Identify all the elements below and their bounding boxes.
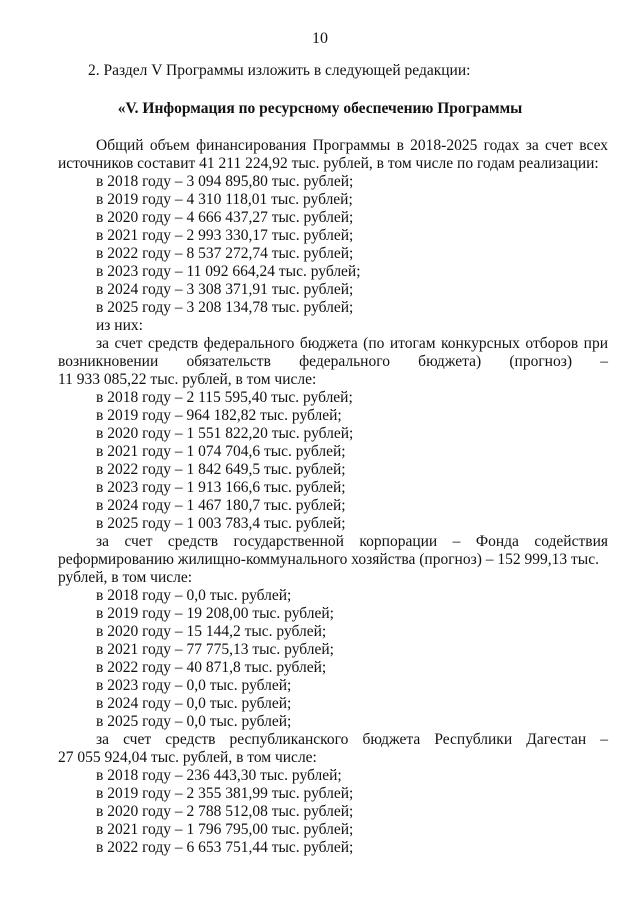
fund-line-3: рублей, в том числе: — [58, 569, 193, 586]
fund-year-2023: в 2023 году – 0,0 тыс. рублей; — [96, 677, 292, 694]
federal-line-2: возникновении обязательств федерального бюджета) (прогноз) – — [58, 353, 608, 370]
fund-line-2: реформированию жилищно-коммунального хозяйства (прогноз) – 152 999,13 тыс. — [58, 551, 599, 568]
federal-year-2019: в 2019 году – 964 182,82 тыс. рублей; — [96, 407, 342, 424]
republic-line-2: 27 055 924,04 тыс. рублей, в том числе: — [58, 749, 317, 766]
total-year-2025: в 2025 году – 3 208 134,78 тыс. рублей; — [96, 299, 354, 316]
fund-year-2021: в 2021 году – 77 775,13 тыс. рублей; — [96, 641, 334, 658]
total-line-1: Общий объем финансирования Программы в 2018-2025 годах за счет всех — [96, 137, 608, 154]
federal-year-2020: в 2020 году – 1 551 822,20 тыс. рублей; — [96, 425, 354, 442]
total-year-2020: в 2020 году – 4 666 437,27 тыс. рублей; — [96, 209, 354, 226]
federal-year-2021: в 2021 году – 1 074 704,6 тыс. рублей; — [96, 443, 346, 460]
federal-year-2024: в 2024 году – 1 467 180,7 тыс. рублей; — [96, 497, 346, 514]
republic-year-2020: в 2020 году – 2 788 512,08 тыс. рублей; — [96, 803, 354, 820]
fund-line-1: за счет средств государственной корпорации – Фонда содействия — [96, 533, 608, 550]
total-year-2021: в 2021 году – 2 993 330,17 тыс. рублей; — [96, 227, 354, 244]
federal-line-1: за счет средств федерального бюджета (по итогам конкурсных отборов при — [96, 335, 608, 352]
page-number: 10 — [312, 30, 328, 47]
fund-year-2024: в 2024 году – 0,0 тыс. рублей; — [96, 695, 292, 712]
fund-year-2018: в 2018 году – 0,0 тыс. рублей; — [96, 587, 292, 604]
republic-year-2021: в 2021 году – 1 796 795,00 тыс. рублей; — [96, 821, 354, 838]
republic-year-2018: в 2018 году – 236 443,30 тыс. рублей; — [96, 767, 342, 784]
total-year-2018: в 2018 году – 3 094 895,80 тыс. рублей; — [96, 173, 354, 190]
federal-line-3: 11 933 085,22 тыс. рублей, в том числе: — [58, 371, 317, 388]
republic-year-2022: в 2022 году – 6 653 751,44 тыс. рублей; — [96, 839, 354, 856]
total-year-2024: в 2024 году – 3 308 371,91 тыс. рублей; — [96, 281, 354, 298]
federal-year-2018: в 2018 году – 2 115 595,40 тыс. рублей; — [96, 389, 353, 406]
federal-year-2022: в 2022 году – 1 842 649,5 тыс. рублей; — [96, 461, 346, 478]
republic-line-1: за счет средств республиканского бюджета Республики Дагестан – — [96, 731, 608, 748]
federal-year-2025: в 2025 году – 1 003 783,4 тыс. рублей; — [96, 515, 346, 532]
federal-year-2023: в 2023 году – 1 913 166,6 тыс. рублей; — [96, 479, 346, 496]
total-line-2: источников составит 41 211 224,92 тыс. рублей, в том числе по годам реализации: — [58, 155, 599, 172]
of-which-label: из них: — [96, 317, 143, 334]
fund-year-2019: в 2019 году – 19 208,00 тыс. рублей; — [96, 605, 334, 622]
section-title: «V. Информация по ресурсному обеспечению Программы — [117, 100, 523, 117]
total-year-2023: в 2023 году – 11 092 664,24 тыс. рублей; — [96, 263, 361, 280]
fund-year-2020: в 2020 году – 15 144,2 тыс. рублей; — [96, 623, 327, 640]
republic-year-2019: в 2019 году – 2 355 381,99 тыс. рублей; — [96, 785, 354, 802]
fund-year-2025: в 2025 году – 0,0 тыс. рублей; — [96, 713, 292, 730]
total-year-2022: в 2022 году – 8 537 272,74 тыс. рублей; — [96, 245, 354, 262]
fund-year-2022: в 2022 году – 40 871,8 тыс. рублей; — [96, 659, 327, 676]
total-year-2019: в 2019 году – 4 310 118,01 тыс. рублей; — [96, 191, 353, 208]
intro-text: 2. Раздел V Программы изложить в следующей редакции: — [88, 62, 471, 79]
